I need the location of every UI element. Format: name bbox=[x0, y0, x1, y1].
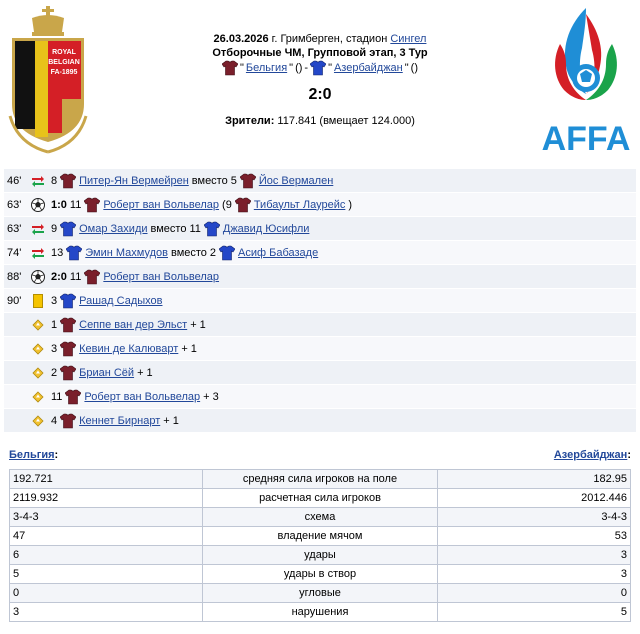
home-team-suffix: () bbox=[295, 62, 303, 74]
stats-home-value: 5 bbox=[10, 565, 203, 584]
stats-label: нарушения bbox=[203, 603, 438, 622]
stats-row bbox=[10, 470, 631, 489]
rating-up-icon bbox=[29, 365, 47, 381]
player-number: 2 bbox=[209, 246, 217, 259]
viewers-line bbox=[150, 115, 490, 127]
stats-away-value: 5 bbox=[438, 603, 631, 622]
event-text bbox=[51, 221, 309, 237]
player-link[interactable]: Роберт ван Вольвелар bbox=[84, 390, 201, 403]
stats-label: владение мячом bbox=[203, 527, 438, 546]
away-shirt-icon bbox=[219, 245, 235, 261]
player-number: 2 bbox=[51, 366, 58, 379]
player-link[interactable]: Омар Захиди bbox=[79, 222, 148, 235]
event-row bbox=[4, 385, 636, 409]
stats-away-value: 3 bbox=[438, 565, 631, 584]
match-date-venue bbox=[150, 32, 490, 46]
final-score: 2:0 bbox=[308, 86, 332, 103]
event-row bbox=[4, 241, 636, 265]
home-shirt-icon bbox=[65, 389, 81, 405]
stats-home-value: 3 bbox=[10, 603, 203, 622]
event-text bbox=[51, 317, 206, 333]
stats-home-value: 3-4-3 bbox=[10, 508, 203, 527]
player-number: 13 bbox=[51, 246, 64, 259]
assist-close: ) bbox=[348, 198, 353, 211]
match-events bbox=[4, 169, 636, 433]
home-shirt-icon bbox=[240, 173, 256, 189]
home-shirt-icon bbox=[235, 197, 251, 213]
home-shirt-icon bbox=[222, 60, 238, 76]
stats-label: угловые bbox=[203, 584, 438, 603]
player-link[interactable]: Эмин Махмудов bbox=[85, 246, 168, 259]
away-shirt-icon bbox=[60, 293, 76, 309]
stats-away-value: 53 bbox=[438, 527, 631, 546]
event-row bbox=[4, 313, 636, 337]
player-number: 11 bbox=[51, 390, 63, 403]
player-number: 4 bbox=[51, 414, 58, 427]
goal-ball-icon bbox=[29, 197, 47, 213]
match-info bbox=[150, 32, 490, 76]
tournament-title: Отборочные ЧМ, Групповой этап, 3 Тур bbox=[212, 47, 428, 59]
away-shirt-icon bbox=[66, 245, 82, 261]
stats-home-value: 47 bbox=[10, 527, 203, 546]
event-text bbox=[51, 173, 333, 189]
stats-row bbox=[10, 546, 631, 565]
event-minute: 63' bbox=[7, 198, 22, 211]
match-date: 26.03.2026 bbox=[213, 33, 269, 45]
stats-away-value: 2012.446 bbox=[438, 489, 631, 508]
away-shirt-icon bbox=[310, 60, 326, 76]
player-link[interactable]: Роберт ван Вольвелар bbox=[103, 198, 220, 211]
substitution-word: вместо bbox=[150, 222, 187, 235]
stats-home-team-link[interactable]: Бельгия bbox=[9, 449, 55, 461]
substitution-icon bbox=[29, 245, 47, 261]
event-minute: 74' bbox=[7, 246, 22, 259]
event-minute: 63' bbox=[7, 222, 22, 235]
stats-row bbox=[10, 508, 631, 527]
substitution-word: вместо bbox=[170, 246, 207, 259]
event-row bbox=[4, 337, 636, 361]
event-text bbox=[51, 245, 318, 261]
player-number: 9 bbox=[51, 222, 58, 235]
stats-row bbox=[10, 603, 631, 622]
logo-text-royal: ROYAL bbox=[52, 49, 76, 56]
event-text bbox=[51, 197, 352, 213]
logo-text-fa: FA-1895 bbox=[50, 69, 78, 76]
stats-away-team-link[interactable]: Азербайджан bbox=[553, 449, 628, 461]
stats-row bbox=[10, 565, 631, 584]
logo-text-belgian: BELGIAN bbox=[48, 59, 80, 66]
substitution-word: вместо bbox=[191, 174, 228, 187]
quote-open: " bbox=[328, 62, 332, 74]
home-shirt-icon bbox=[84, 269, 100, 285]
player-link[interactable]: Кевин де Калюварт bbox=[79, 342, 179, 355]
rating-up-icon bbox=[29, 317, 47, 333]
goal-ball-icon bbox=[29, 269, 47, 285]
player-number: 1 bbox=[51, 318, 58, 331]
away-shirt-icon bbox=[60, 221, 76, 237]
event-score: 2:0 bbox=[51, 270, 67, 283]
event-row bbox=[4, 169, 636, 193]
teams-line bbox=[150, 60, 490, 76]
player-link[interactable]: Кеннет Бирнарт bbox=[79, 414, 161, 427]
player-link[interactable]: Йос Вермален bbox=[258, 174, 334, 187]
home-shirt-icon bbox=[60, 413, 76, 429]
event-minute: 46' bbox=[7, 174, 22, 187]
event-score: 1:0 bbox=[51, 198, 67, 211]
stats-header bbox=[9, 449, 631, 463]
stats-label: расчетная сила игроков bbox=[203, 489, 438, 508]
away-shirt-icon bbox=[204, 221, 220, 237]
event-minute: 90' bbox=[7, 294, 22, 307]
player-link[interactable]: Бриан Сёй bbox=[79, 366, 135, 379]
substitution-icon bbox=[29, 221, 47, 237]
rating-bonus: + 1 bbox=[181, 342, 197, 355]
stats-away-header bbox=[554, 449, 631, 461]
match-city: г. Гримберген, стадион bbox=[271, 33, 391, 45]
rating-up-icon bbox=[29, 389, 47, 405]
player-number: 3 bbox=[51, 294, 58, 307]
home-shirt-icon bbox=[60, 341, 76, 357]
player-number: 8 bbox=[51, 174, 58, 187]
event-text bbox=[51, 365, 153, 381]
match-header bbox=[0, 0, 640, 165]
quote-open: " bbox=[240, 62, 244, 74]
player-number: 5 bbox=[230, 174, 237, 187]
rating-up-icon bbox=[29, 413, 47, 429]
yellow-card-icon bbox=[29, 293, 47, 309]
royal-belgian-fa-logo bbox=[6, 4, 90, 154]
home-shirt-icon bbox=[60, 317, 76, 333]
stats-away-value: 182.95 bbox=[438, 470, 631, 489]
stadium-link[interactable]: Сингел bbox=[390, 33, 427, 45]
event-text bbox=[51, 293, 162, 309]
stats-table bbox=[9, 469, 631, 622]
away-team-link[interactable]: Азербайджан bbox=[333, 62, 403, 74]
stats-row bbox=[10, 489, 631, 508]
viewers-label: Зрители: bbox=[225, 115, 275, 127]
stats-row bbox=[10, 584, 631, 603]
affa-logo bbox=[540, 4, 632, 156]
event-minute: 88' bbox=[7, 270, 22, 283]
stats-label: схема bbox=[203, 508, 438, 527]
stats-label: удары bbox=[203, 546, 438, 565]
teams-separator: - bbox=[304, 62, 309, 74]
stats-away-value: 0 bbox=[438, 584, 631, 603]
stats-home-colon: : bbox=[54, 449, 59, 461]
rating-bonus: + 1 bbox=[190, 318, 206, 331]
away-team-suffix: () bbox=[410, 62, 418, 74]
home-shirt-icon bbox=[84, 197, 100, 213]
event-row bbox=[4, 361, 636, 385]
rating-bonus: + 3 bbox=[203, 390, 219, 403]
player-link[interactable]: Питер-Ян Вермейрен bbox=[79, 174, 189, 187]
stats-home-value: 2119.932 bbox=[10, 489, 203, 508]
event-text bbox=[51, 341, 197, 357]
player-link[interactable]: Роберт ван Вольвелар bbox=[103, 270, 220, 283]
player-link[interactable]: Джавид Юсифли bbox=[222, 222, 310, 235]
player-link[interactable]: Асиф Бабазаде bbox=[238, 246, 319, 259]
stats-home-header bbox=[9, 449, 58, 461]
rating-up-icon bbox=[29, 341, 47, 357]
stats-away-value: 3-4-3 bbox=[438, 508, 631, 527]
stats-label: удары в створ bbox=[203, 565, 438, 584]
viewers-value: 117.841 (вмещает 124.000) bbox=[274, 115, 415, 127]
rating-bonus: + 1 bbox=[163, 414, 179, 427]
event-row bbox=[4, 265, 636, 289]
player-link[interactable]: Сеппе ван дер Эльст bbox=[79, 318, 188, 331]
stats-home-value: 0 bbox=[10, 584, 203, 603]
event-row bbox=[4, 289, 636, 313]
affa-logo-text: AFFA bbox=[541, 120, 631, 156]
player-number: 11 bbox=[69, 198, 82, 211]
event-text bbox=[51, 389, 219, 405]
stats-label: средняя сила игроков на поле bbox=[203, 470, 438, 489]
stats-away-value: 3 bbox=[438, 546, 631, 565]
assist-player-link[interactable]: Тибаульт Лаурейс bbox=[253, 198, 346, 211]
stats-row bbox=[10, 527, 631, 546]
player-number: 3 bbox=[51, 342, 58, 355]
player-number: 11 bbox=[69, 270, 82, 283]
home-team-link[interactable]: Бельгия bbox=[245, 62, 288, 74]
event-row bbox=[4, 409, 636, 433]
assist-number: (9 bbox=[222, 198, 232, 211]
event-text bbox=[51, 413, 179, 429]
home-shirt-icon bbox=[60, 365, 76, 381]
event-row bbox=[4, 193, 636, 217]
stats-away-colon: : bbox=[627, 449, 631, 461]
player-number: 11 bbox=[189, 222, 201, 235]
quote-close: " bbox=[404, 62, 409, 74]
event-text bbox=[51, 269, 219, 285]
stats-home-value: 192.721 bbox=[10, 470, 203, 489]
rating-bonus: + 1 bbox=[137, 366, 153, 379]
home-shirt-icon bbox=[60, 173, 76, 189]
event-row bbox=[4, 217, 636, 241]
substitution-icon bbox=[29, 173, 47, 189]
quote-close: " bbox=[289, 62, 294, 74]
stats-home-value: 6 bbox=[10, 546, 203, 565]
player-link[interactable]: Рашад Садыхов bbox=[79, 294, 163, 307]
